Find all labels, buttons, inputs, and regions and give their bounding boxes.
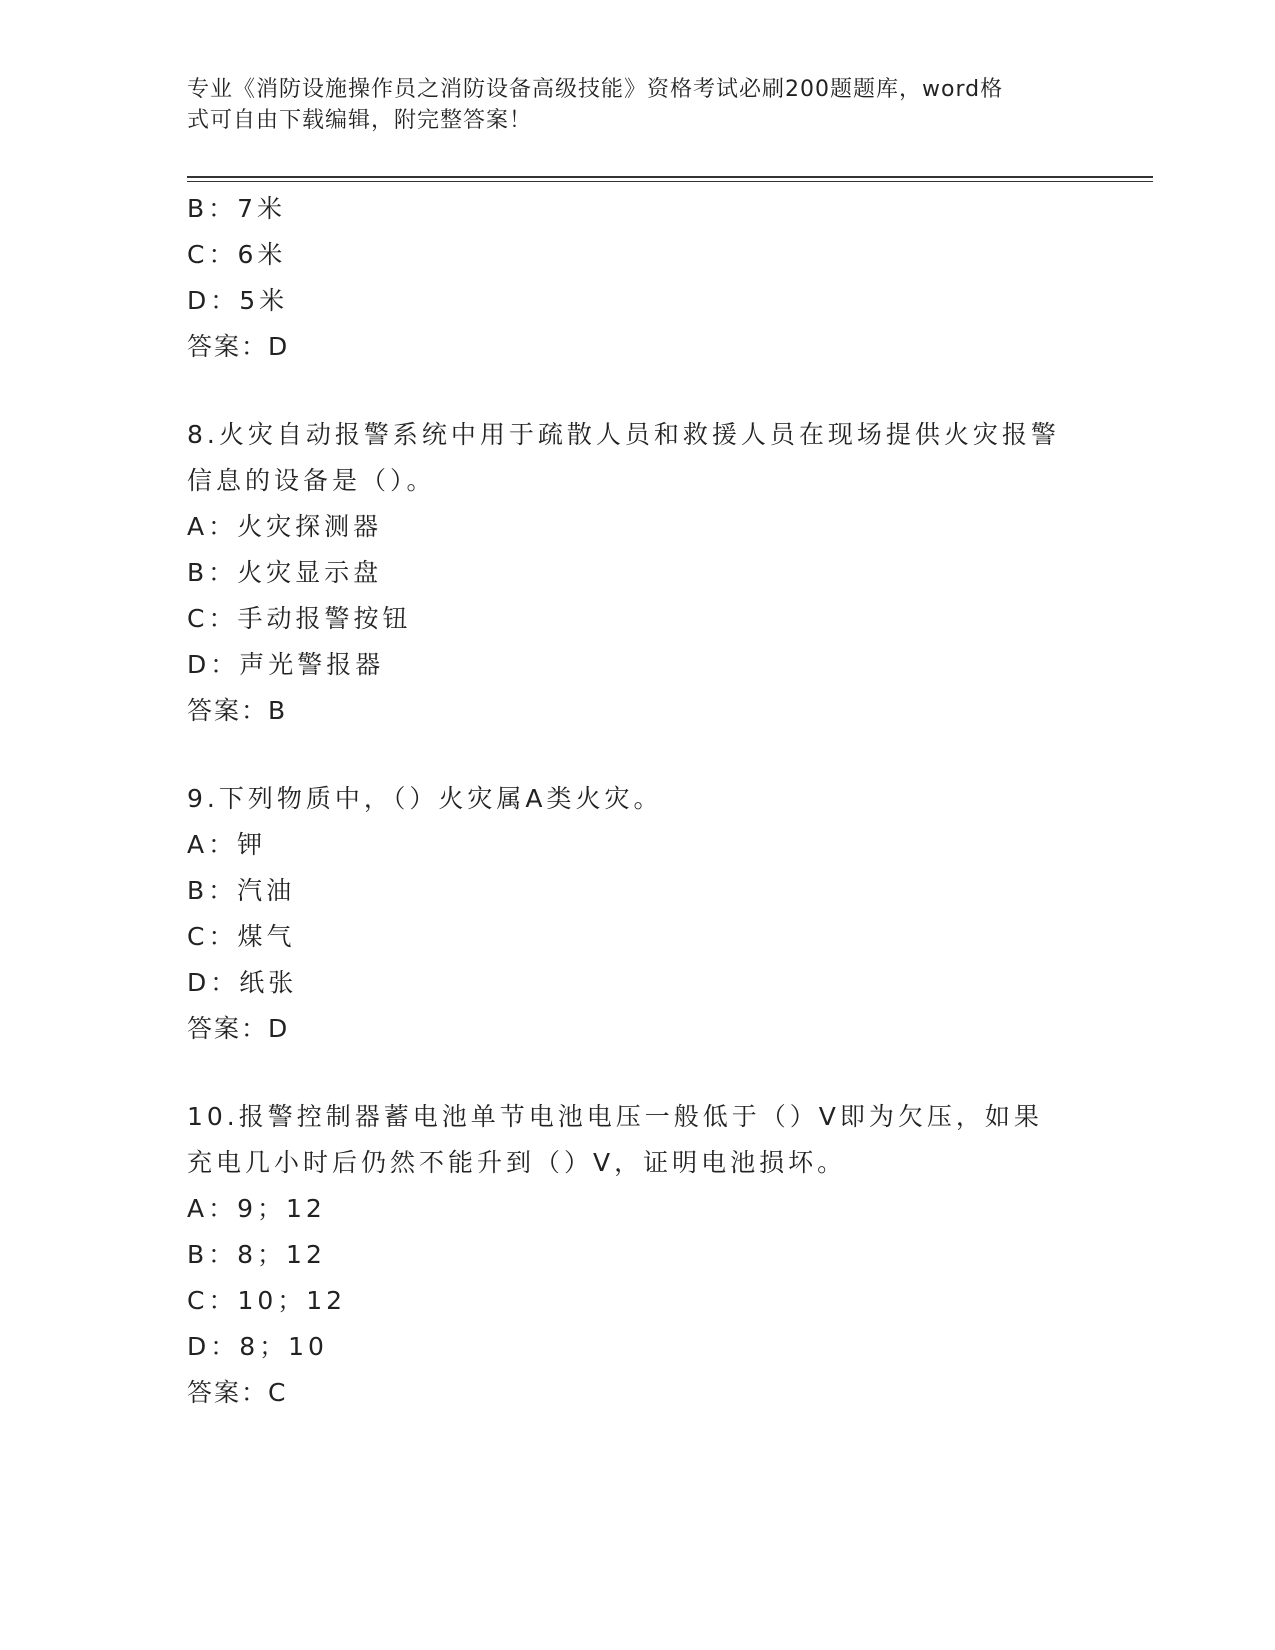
question-list	[187, 186, 1067, 1416]
option-c: C：手动报警按钮	[187, 604, 412, 633]
question-stem: 9.下列物质中，（）火灾属A类火灾。	[187, 784, 663, 813]
answer-line: 答案：C	[187, 1378, 288, 1407]
header-line-1: 专业《消防设施操作员之消防设备高级技能》资格考试必刷200题题库，word格	[187, 77, 1004, 102]
option-a: A：火灾探测器	[187, 512, 383, 541]
option-d: D：纸张	[187, 968, 298, 997]
question-stem: 8.火灾自动报警系统中用于疏散人员和救援人员在现场提供火灾报警信息的设备是（）。	[187, 420, 1060, 495]
question-block-9	[187, 776, 1067, 1052]
option-c: C：煤气	[187, 922, 296, 951]
question-block-prev	[187, 186, 1067, 370]
header-rule-thick	[187, 176, 1153, 178]
question-spacer	[187, 1052, 1067, 1094]
header-rule-thin	[187, 181, 1153, 182]
option-b: B：7米	[187, 194, 287, 223]
answer-line: 答案：B	[187, 696, 288, 725]
document-header	[187, 74, 1067, 136]
question-stem: 10.报警控制器蓄电池单节电池电压一般低于（）V即为欠压，如果充电几小时后仍然不能升到（）V，证明电池损坏。	[187, 1102, 1043, 1177]
option-c: C：6米	[187, 240, 287, 269]
option-d: D：8；10	[187, 1332, 328, 1361]
option-a: A：9；12	[187, 1194, 326, 1223]
option-b: B：汽油	[187, 876, 296, 905]
option-d: D：声光警报器	[187, 650, 385, 679]
question-spacer	[187, 734, 1067, 776]
question-spacer	[187, 370, 1067, 412]
option-d: D：5米	[187, 286, 289, 315]
option-b: B：8；12	[187, 1240, 326, 1269]
option-b: B：火灾显示盘	[187, 558, 383, 587]
question-block-10	[187, 1094, 1067, 1416]
answer-line: 答案：D	[187, 1014, 290, 1043]
option-a: A：钾	[187, 830, 267, 859]
option-c: C：10；12	[187, 1286, 347, 1315]
header-line-2: 式可自由下载编辑，附完整答案！	[187, 108, 533, 133]
question-block-8	[187, 412, 1067, 734]
answer-line: 答案：D	[187, 332, 290, 361]
